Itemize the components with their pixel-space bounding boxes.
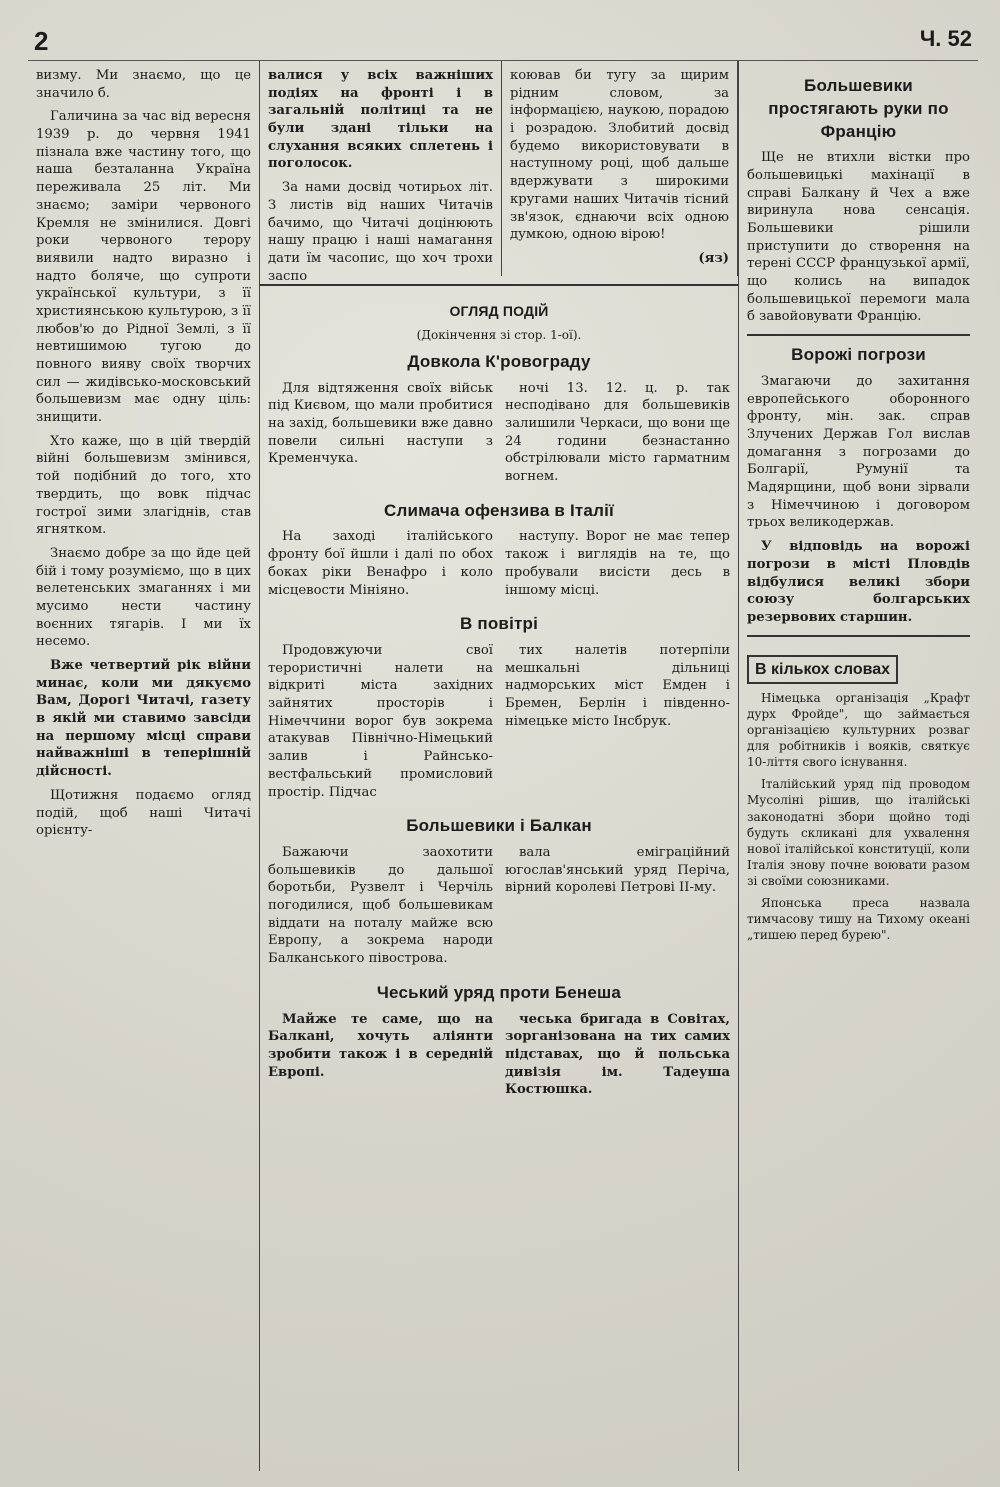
middle-columns [260, 61, 738, 1471]
section-head: Большевики простягають руки по Францію [768, 76, 949, 141]
col4-paragraph: Японська преса назвала тимчасову тишу на Тихому океані „тишею перед бурею". [747, 895, 970, 943]
page-header [28, 18, 978, 60]
divider [747, 334, 970, 336]
section-head: В повітрі [459, 614, 539, 634]
col1-paragraph: Галичина за час від вересня 1939 р. до червня 1941 пізнала вже частину того, що наша безталанна Україна переживала 25 літ. Ми знаємо; заміри червоного Кремля не змінилися. Довгі роки червоного терору виявили надто виразно і надто боляче, що супроти української культури, з її християнською культурою, з її любов'ю до Рідної Землі, з її невтишимою тугою до повного вияву своїх творчих сил — жидівсько-московський большевизм має одну ціль: знищити. [36, 109, 251, 426]
section-head: Большевики і Балкан [406, 816, 592, 836]
signoff: (яз) [698, 250, 729, 266]
col1-paragraph: визму. Ми знаємо, що це значило б. [36, 68, 251, 101]
section-text: На заході італійського фронту бої йшли і далі по обох боках ріки Венафро і коло місцевости Мініяно. [268, 529, 493, 598]
section-text: тих налетів потерпіли мешкальні дільниці надморських міст Емден і Бремен, Берлін і південно-німецьке місто Інсбрук. [505, 643, 730, 729]
section-text: Майже те саме, що на Балкані, хочуть аліянти зробити також і в середній Европі. [268, 1011, 493, 1080]
box-title: В кількох словах [747, 655, 898, 684]
section-text: вала еміграційний югослав'янський уряд Періча, вірний королеві Петрові ІІ-му. [505, 844, 730, 896]
section-text: Для відтяження своїх військ під Києвом, що мали пробитися на захід, большевики вже давно повели сильні наступи з Кременчука. [268, 380, 493, 467]
col4-paragraph: У відповідь на ворожі погрози в місті Пловдів відбулися великі збори союзу болгарських резервових старшин. [747, 539, 970, 625]
col4-paragraph: Ще не втихли вістки про большевицькі махінації в справі Балкану й Чех а вже виринула нова сенсація. Большевики рішили приступити до створення на терені СССР французької армії, що колись на випадок большевицької перемоги мала б завойовувати Францію. [747, 150, 970, 325]
section-text: Продовжуючи свої терористичні налети на відкриті міста західних зайнятих просторів і Німеччини ворог був зокрема атакував Північно-Німецький залив і Райнсько-вестфальський промисловий простір. Підчас [268, 643, 493, 800]
section-head: Чеський уряд проти Бенеша [376, 982, 622, 1002]
columns [28, 60, 978, 1471]
col2-paragraph: За нами досвід чотирьох літ. З листів від наших Читачів бачимо, що Читачі доцінюють нашу працю і наші намагання дати їм часопис, що хоч трохи заспо [268, 180, 493, 284]
overview-title: ОГЛЯД ПОДІЙ [449, 303, 549, 319]
divider [260, 284, 738, 286]
col4-paragraph: Італійський уряд під проводом Мусоліні рішив, що італійські законодатні збори щойно тоді будуть скликані для ухвалення нової італійської конституції, коли Італія знову почне воювати разом зі своїми союзниками. [747, 777, 970, 888]
section-head: Ворожі погрози [791, 345, 926, 365]
section-text: Бажаючи заохотити большевиків до дальшої боротьби, Рузвелт і Черчіль погодилися, щоб большевикам віддати на поталу майже всю Европу, а зокрема народи Балканського півострова. [268, 844, 493, 967]
section-text: наступу. Ворог не має тепер також і виглядів на те, що пробували висісти десь в іншому місці. [505, 529, 730, 598]
column-3 [502, 61, 738, 276]
col1-paragraph: Щотижня подаємо огляд подій, щоб наші Читачі орієнту- [36, 787, 251, 839]
column-2 [260, 61, 502, 284]
col2-paragraph: валися у всіх важніших подіях на фронті і в загальній політиці та не були здані тільки на слухання всяких сплетень і поголосок. [268, 68, 493, 172]
col1-paragraph: Вже четвертий рік війни минає, коли ми дякуємо Вам, Дорогі Читачі, газету в якій ми ставимо завсіди на першому місці справи найважніші в теперішній дійсності. [36, 658, 251, 780]
column-4 [738, 61, 978, 1471]
section-text: ночі 13. 12. ц. р. так несподівано для большевиків залишили Черкаси, що вони ще 24 години безнастанно обстрілювали місто гарматним вогнем. [505, 380, 730, 485]
col4-paragraph: Німецька організація „Крафт дурх Фройде", що займається організацією культурних розваг для робітників і вояків, святкує 10-ліття свого існування. [747, 691, 970, 770]
issue-number: Ч. 52 [919, 26, 972, 51]
overview-subtitle: (Докінчення зі стор. 1-ої). [416, 327, 582, 342]
column-1 [28, 61, 260, 1471]
divider [747, 635, 970, 637]
section-text: чеська бригада в Совітах, зорганізована на тих самих підставах, що й польська дивізія ім. Тадеуша Костюшка. [505, 1011, 730, 1098]
col1-paragraph: Знаємо добре за що йде цей бій і тому розуміємо, що в цих велетенських змаганнях і ми мусимо нести частину воєнних тягарів. І ми їх несемо. [36, 545, 251, 650]
editorial [260, 61, 738, 284]
col3-paragraph: коював би тугу за щирим рідним словом, за інформацією, наукою, порадою і розрадою. Злобитий досвід будемо використовувати в наступному році, щоб дальше вдержувати з широкими кругами наших Читачів тісний зв'язок, єднаючи всіх одною думкою, одною вірою! [510, 68, 729, 243]
overview-section [260, 294, 738, 1105]
section-head: Слимача офензива в Італії [383, 500, 614, 520]
section-head: Довкола К'ровограду [407, 351, 591, 371]
col1-paragraph: Хто каже, що в цій твердій війні большевизм змінився, той подібний до того, хто твердить, що вовк підчас гострої зими злагіднів, став ягнятком. [36, 433, 251, 538]
page-number: 2 [34, 26, 49, 56]
col4-paragraph: Змагаючи до захитання европейського оборонного фронту, мін. зак. справ Злучених Держав Гол вислав домагання з погрозами до Болгарії, Румунії та Мадярщини, щоб вони зірвали з Німеччиною і договором трьох великодержав. [747, 373, 970, 531]
